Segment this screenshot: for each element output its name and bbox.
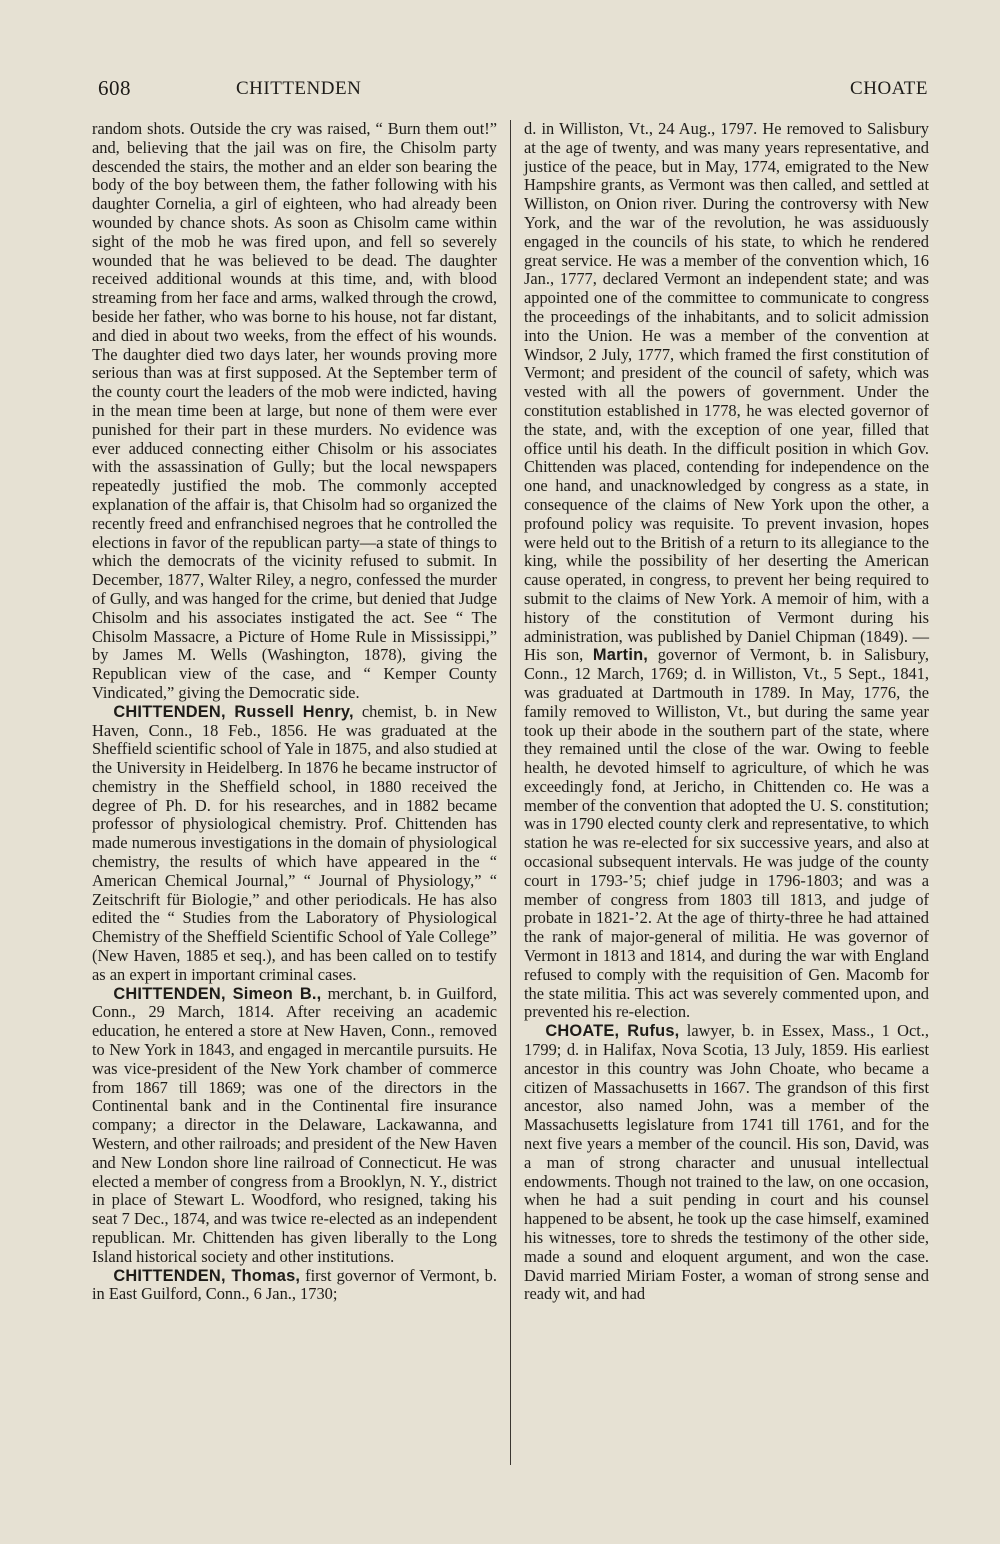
entry-text: first governor of Vermont, b. in East Guilford, Conn., 6 Jan., 1730; [92, 1265, 497, 1304]
page-header [98, 72, 928, 106]
entry-text: merchant, b. in Guilford, Conn., 29 March, 1814. After receiving an academic education, he entered a store at New Haven, Conn., removed to New York in 1843, and engaged in mercantile pursuits. He was vice-president of the New York chamber of commerce from 1867 till 1869; was one of the directors in the Continental bank and in the Continental fire insurance company; a director in the Delaware, Lackawanna, and Western, and other railroads; and president of the New Haven and New London shore line railroad of Connecticut. He was elected a member of congress from a Brooklyn, N. Y., district in place of Stewart L. Woodford, who resigned, taking his seat 7 Dec., 1874, and was twice re-elected as an independent republican. Mr. Chittenden has given liberally to the Long Island historical society and other institutions. [92, 983, 497, 1266]
entry-name: CHITTENDEN, Thomas, [113, 1266, 301, 1285]
right-column [524, 120, 929, 1304]
running-head-right: CHOATE [850, 78, 928, 99]
entry-name: CHITTENDEN, Simeon B., [113, 984, 322, 1003]
running-head-left: CHITTENDEN [236, 78, 362, 99]
entry-name: CHITTENDEN, Russell Henry, [113, 702, 354, 721]
sub-entry-name: Martin, [592, 646, 649, 665]
entry-rufus-choate [524, 1022, 929, 1304]
entry-name: CHOATE, Rufus, [545, 1022, 680, 1041]
continued-paragraph: random shots. Outside the cry was raised, “ Burn them out!” and, believing that the jail was on fire, the Chisolm party descended the stairs, the mother and an elder son bearing the body of the boy between them, the father following with his daughter Cornelia, a girl of eighteen, who had already been wounded by chance shots. As soon as Chisolm came within sight of the mob he was fired upon, and fell so severely wounded that he was believed to be dead. The daughter received additional wounds at this time, and, with blood streaming from her face and arms, walked through the crowd, beside her father, who was borne to his house, not far distant, and died in about two weeks, from the effect of his wounds. The daughter died two days later, her wounds proving more serious than was at first supposed. At the September term of the county court the leaders of the mob were indicted, having in the mean time been at large, but none of them were ever punished for their part in these murders. No evidence was ever adduced connecting either Chisolm or his associates with the assassination of Gully; but the local newspapers repeatedly justified the mob. The commonly accepted explanation of the affair is, that Chisolm had so organized the recently freed and enfranchised negroes that he controlled the elections in favor of the republican party—a state of things to which the democrats of the vicinity refused to submit. In December, 1877, Walter Riley, a negro, confessed the murder of Gully, and was hanged for the crime, but denied that Judge Chisolm and his associates instigated the act. See “ The Chisolm Massacre, a Picture of Home Rule in Mississippi,” by James M. Wells (Washington, 1878), giving the Republican view of the case, and “ Kemper County Vindicated,” giving the Democratic side. [92, 119, 497, 702]
left-column [92, 120, 497, 1304]
entry-text: d. in Williston, Vt., 24 Aug., 1797. He removed to Salisbury at the age of twenty, and was many years representative, and justice of the peace, but in May, 1774, emigrated to the New Hampshire grants, as Vermont was then called, and settled at Williston, on Onion river. During the controversy with New York, and the war of the revolution, he was assiduously engaged in the councils of his state, to which he rendered great service. He was a member of the convention which, 16 Jan., 1777, declared Vermont an independent state; and was appointed one of the committee to communicate to congress the proceedings of the inhabitants, and to solicit admission into the Union. He was a member of the convention at Windsor, 2 July, 1777, which framed the first constitution of Vermont; and president of the council of safety, which was vested with all the powers of government. Under the constitution established in 1778, he was elected governor of the state, and, with the exception of one year, filled that office until his death. In the difficult position in which Gov. Chittenden was placed, contending for independence on the one hand, and unacknowledged by congress as a state, in consequence of the claims of New York upon the other, a profound policy was requisite. To prevent invasion, hopes were held out to the British of a return to its allegiance to the king, while the possibility of her deserting the American cause operated, in congress, to prevent her being required to submit to the claims of New York. A memoir of him, with a history of the constitution of Vermont during his administration, was published by Daniel Chipman (1849). —His son, [524, 119, 929, 665]
continued-paragraph [524, 120, 929, 1022]
entry-text: lawyer, b. in Essex, Mass., 1 Oct., 1799; d. in Halifax, Nova Scotia, 13 July, 1859. His earliest ancestor in this country was John Choate, who became a citizen of Massachusetts in 1667. The grandson of this first ancestor, also named John, was a member of the Massachusetts legislature from 1741 till 1761, and for the next five years a member of the council. His son, David, was a man of strong character and unusual intellectual endowments. Though not trained to the law, on one occasion, when he had a suit pending in court and his counsel happened to be absent, he took up the case himself, examined his witnesses, tore to shreds the testimony of the other side, made a sound and eloquent argument, and won the case. David married Miriam Foster, a woman of strong sense and ready wit, and had [524, 1021, 929, 1304]
page-number: 608 [98, 76, 131, 100]
column-divider [510, 120, 511, 1465]
entry-simeon-chittenden [92, 985, 497, 1267]
entry-thomas-chittenden [92, 1267, 497, 1305]
entry-text: governor of Vermont, b. in Salisbury, Conn., 12 March, 1769; d. in Williston, Vt., 5 Sept., 1841, was graduated at Dartmouth in 1789. In May, 1776, the family removed to Williston, Vt., but during the same year took up their abode in the southern part of the state, where they remained until the close of the war. Owing to feeble health, he devoted himself to agriculture, of which he was exceedingly fond, at Jericho, in Chittenden co. He was a member of the convention that adopted the U. S. constitution; was in 1790 elected county clerk and representative, to which station he was re-elected for six successive years, and also at occasional subsequent intervals. He was judge of the county court in 1793-’5; chief judge in 1796-1803; and was a member of congress from 1803 till 1813, and judge of probate in 1821-’2. At the age of thirty-three he had attained the rank of major-general of militia. He was governor of Vermont in 1813 and 1814, and during the war with England refused to comply with the requisition of Gen. Macomb for the state militia. This act was severely commented upon, and prevented his re-election. [524, 645, 929, 1022]
entry-text: chemist, b. in New Haven, Conn., 18 Feb., 1856. He was graduated at the Sheffield scientific school of Yale in 1875, and also studied at the University in Heidelberg. In 1876 he became instructor of chemistry in the Sheffield school, in 1880 received the degree of Ph. D. for his researches, and in 1882 became professor of physiological chemistry. Prof. Chittenden has made numerous investigations in the domain of physiological chemistry, the results of which have appeared in the “ American Chemical Journal,” “ Journal of Physiology,” “ Zeitschrift für Biologie,” and other periodicals. He has also edited the “ Studies from the Laboratory of Physiological Chemistry of the Sheffield Scientific School of Yale College” (New Haven, 1885 et seq.), and has been called on to testify as an expert in important criminal cases. [92, 701, 497, 984]
entry-russell-henry-chittenden [92, 703, 497, 985]
